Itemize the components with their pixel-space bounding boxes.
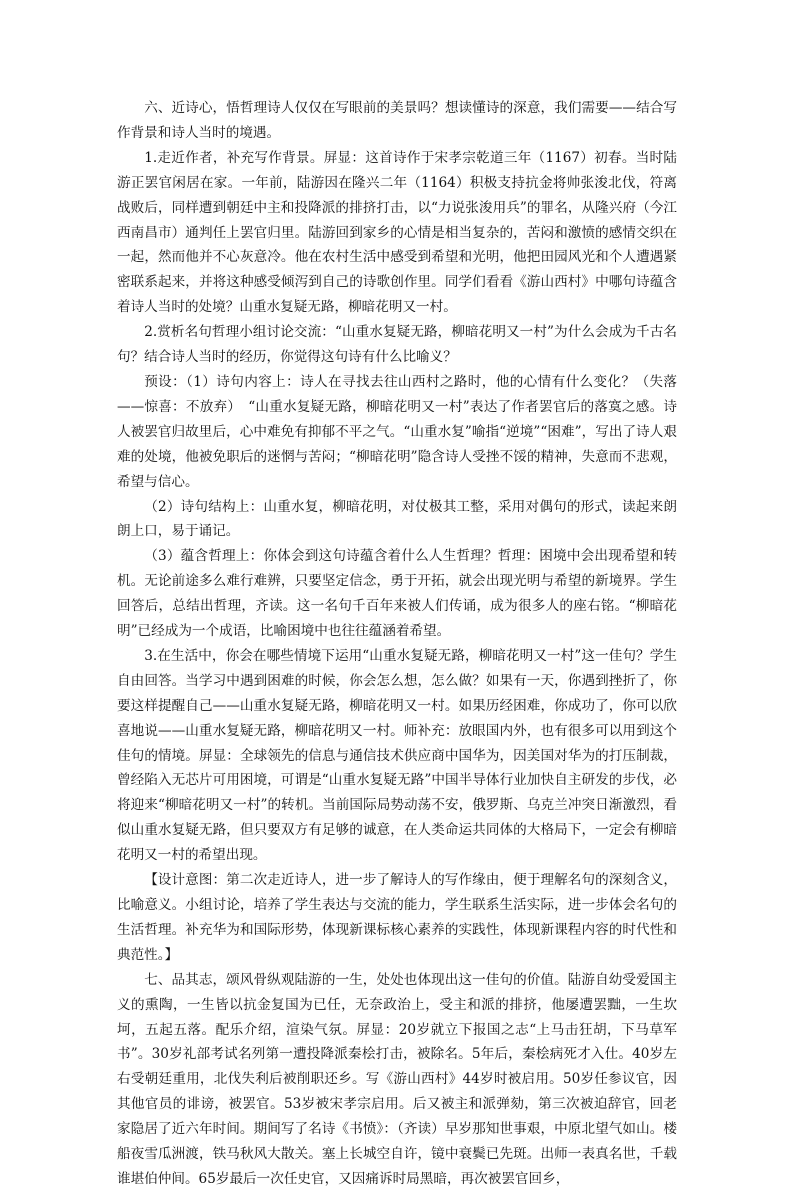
author-background-paragraph: 1.走近作者，补充写作背景。屏显：这首诗作于宋孝宗乾道三年（1167）初春。当时陆游正罢官闲居在家。一年前，陆游因在隆兴二年（1164）积极支持抗金将帅张浚北伐，符离战败后，同样遭到朝廷中主和投降派的排挤打击，以“力说张浚用兵”的罪名，从隆兴府（今江西南昌市）通判任上罢官归里。陆游回到家乡的心情是相当复杂的，苦闷和激愤的感情交织在一起，然而他并不心灰意冷。他在农村生活中感受到希望和光明，他把田园风光和个人遭遇紧密联系起来，并将这种感受倾泻到自己的诗歌创作里。同学们看看《游山西村》中哪句诗蕴含着诗人当时的处境？山重水复疑无路，柳暗花明又一村。	[117, 149, 677, 316]
structure-analysis-paragraph: （2）诗句结构上：山重水复，柳暗花明，对仗极其工整，采用对偶句的形式，读起来朗朗上口，易于诵记。	[117, 498, 677, 540]
section-seven-paragraph: 七、品其志，颂风骨纵观陆游的一生，处处也体现出这一佳句的价值。陆游自幼受爱国主义的熏陶，一生皆以抗金复国为已任，无奈政治上，受主和派的排挤，他屡遭罢黜，一生坎坷，五起五落。配乐介绍，渲染气氛。屏显：20岁就立下报国之志“上马击狂胡，下马草军书”。30岁礼部考试名列第一遭投降派秦桧打击，被除名。5年后，秦桧病死才入仕。40岁左右受朝廷重用，北伐失利后被削职还乡。写《游山西村》44岁时被启用。50岁任参议官，因其他官员的诽谤，被罢官。53岁被宋孝宗启用。后又被主和派弹劾，第三次被迫辞官，回老家隐居了近六年时间。期间写了名诗《书愤》：（齐读）早岁那知世事艰，中原北望气如山。楼船夜雪瓜洲渡，铁马秋风大散关。塞上长城空自许，镜中衰鬓已先斑。出师一表真名世，千载谁堪伯仲间。65岁最后一次任史官，又因痛诉时局黑暗，再次被罢官回乡，	[117, 971, 677, 1187]
group-discussion-paragraph: 2.赏析名句哲理小组讨论交流：“山重水复疑无路，柳暗花明又一村”为什么会成为千古名句？结合诗人当时的经历，你觉得这句诗有什么比喻义？	[117, 324, 677, 366]
life-application-paragraph: 3.在生活中，你会在哪些情境下运用“山重水复疑无路，柳暗花明又一村”这一佳句？学生自由回答。当学习中遇到困难的时候，你会怎么想，怎么做？如果有一天，你遇到挫折了，你要这样提醒自己——山重水复疑无路，柳暗花明又一村。如果历经困难，你成功了，你可以欣喜地说——山重水复疑无路，柳暗花明又一村。师补充：放眼国内外，也有很多可以用到这个佳句的情境。屏显：全球领先的信息与通信技术供应商中国华为，因美国对华为的打压制裁，曾经陷入无芯片可用困境，可谓是“山重水复疑无路”中国半导体行业加快自主研发的步伐，必将迎来“柳暗花明又一村”的转机。当前国际局势动荡不安，俄罗斯、乌克兰冲突日渐激烈，看似山重水复疑无路，但只要双方有足够的诚意，在人类命运共同体的大格局下，一定会有柳暗花明又一村的希望出现。	[117, 647, 677, 864]
design-intent-paragraph: 【设计意图：第二次走近诗人，进一步了解诗人的写作缘由，便于理解名句的深刻含义，比喻意义。小组讨论，培养了学生表达与交流的能力，学生联系生活实际，进一步体会名句的生活哲理。补充华为和国际形势，体现新课标核心素养的实践性，体现新课程内容的时代性和典范性。】	[117, 872, 677, 963]
preset-answer-paragraph: 预设：（1）诗句内容上：诗人在寻找去往山西村之路时，他的心情有什么变化？（失落——惊喜：不放弃） “山重水复疑无路，柳暗花明又一村”表达了作者罢官后的落寞之感。诗人被罢官归故里后，心中难免有抑郁不平之气。“山重水复”喻指“逆境”“困难”，写出了诗人艰难的处境，他被免职后的迷惘与苦闷；“柳暗花明”隐含诗人受挫不馁的精神，失意而不悲观，希望与信心。	[117, 373, 677, 490]
philosophy-paragraph: （3）蕴含哲理上：你体会到这句诗蕴含着什么人生哲理？哲理：困境中会出现希望和转机。无论前途多么难行难辨，只要坚定信念，勇于开拓，就会出现光明与希望的新境界。学生回答后，总结出哲理，齐读。这一名句千百年来被人们传诵，成为很多人的座右铭。“柳暗花明”已经成为一个成语，比喻困境中也往往蕴涵着希望。	[117, 548, 677, 640]
section-six-heading-paragraph: 六、近诗心，悟哲理诗人仅仅在写眼前的美景吗？想读懂诗的深意，我们需要——结合写作背景和诗人当时的境遇。	[117, 100, 677, 141]
